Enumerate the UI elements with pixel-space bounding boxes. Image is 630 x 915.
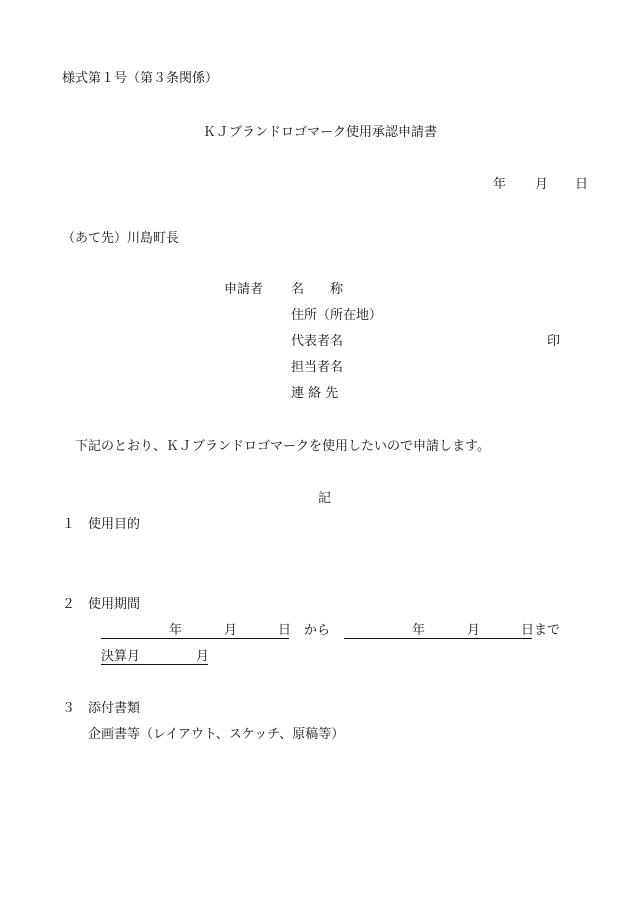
ki-heading: 記 — [318, 491, 332, 506]
section-number: １ — [62, 517, 76, 532]
date-month: 月 — [535, 177, 549, 192]
date-year: 年 — [493, 177, 507, 192]
date-day: 日 — [575, 177, 589, 192]
start-day: 日 — [278, 623, 292, 638]
fiscal-month-underline — [101, 664, 208, 665]
end-month: 月 — [467, 623, 481, 638]
made-label: まで — [534, 623, 561, 638]
start-year: 年 — [169, 623, 183, 638]
attachments-detail: 企画書等（レイアウト、スケッチ、原稿等） — [88, 727, 345, 742]
section-number: ２ — [62, 597, 76, 612]
end-year: 年 — [412, 623, 426, 638]
start-month: 月 — [224, 623, 238, 638]
start-date-underline — [101, 638, 289, 639]
fiscal-month-label: 決算月 — [101, 649, 141, 664]
section-title: 使用期間 — [88, 597, 141, 612]
seal-mark: 印 — [547, 334, 561, 349]
field-name: 名 称 — [291, 282, 344, 297]
form-number: 様式第１号（第３条関係） — [62, 71, 219, 86]
field-contact: 連 絡 先 — [291, 386, 339, 401]
document-title: ＫＪブランドロゴマーク使用承認申請書 — [203, 125, 438, 140]
addressee: （あて先）川島町長 — [62, 231, 180, 246]
application-statement: 下記のとおり、ＫＪブランドロゴマークを使用したいので申請します。 — [75, 439, 490, 454]
section-title: 添付書類 — [88, 701, 141, 716]
end-date-underline — [344, 638, 532, 639]
kara-label: から — [304, 623, 331, 638]
field-address: 住所（所在地） — [291, 308, 383, 323]
section-number: ３ — [62, 701, 76, 716]
applicant-label: 申請者 — [224, 282, 264, 297]
fiscal-month-unit: 月 — [196, 649, 210, 664]
field-person-in-charge: 担当者名 — [291, 360, 344, 375]
end-day: 日 — [521, 623, 535, 638]
section-title: 使用目的 — [88, 517, 141, 532]
field-representative: 代表者名 — [291, 334, 344, 349]
